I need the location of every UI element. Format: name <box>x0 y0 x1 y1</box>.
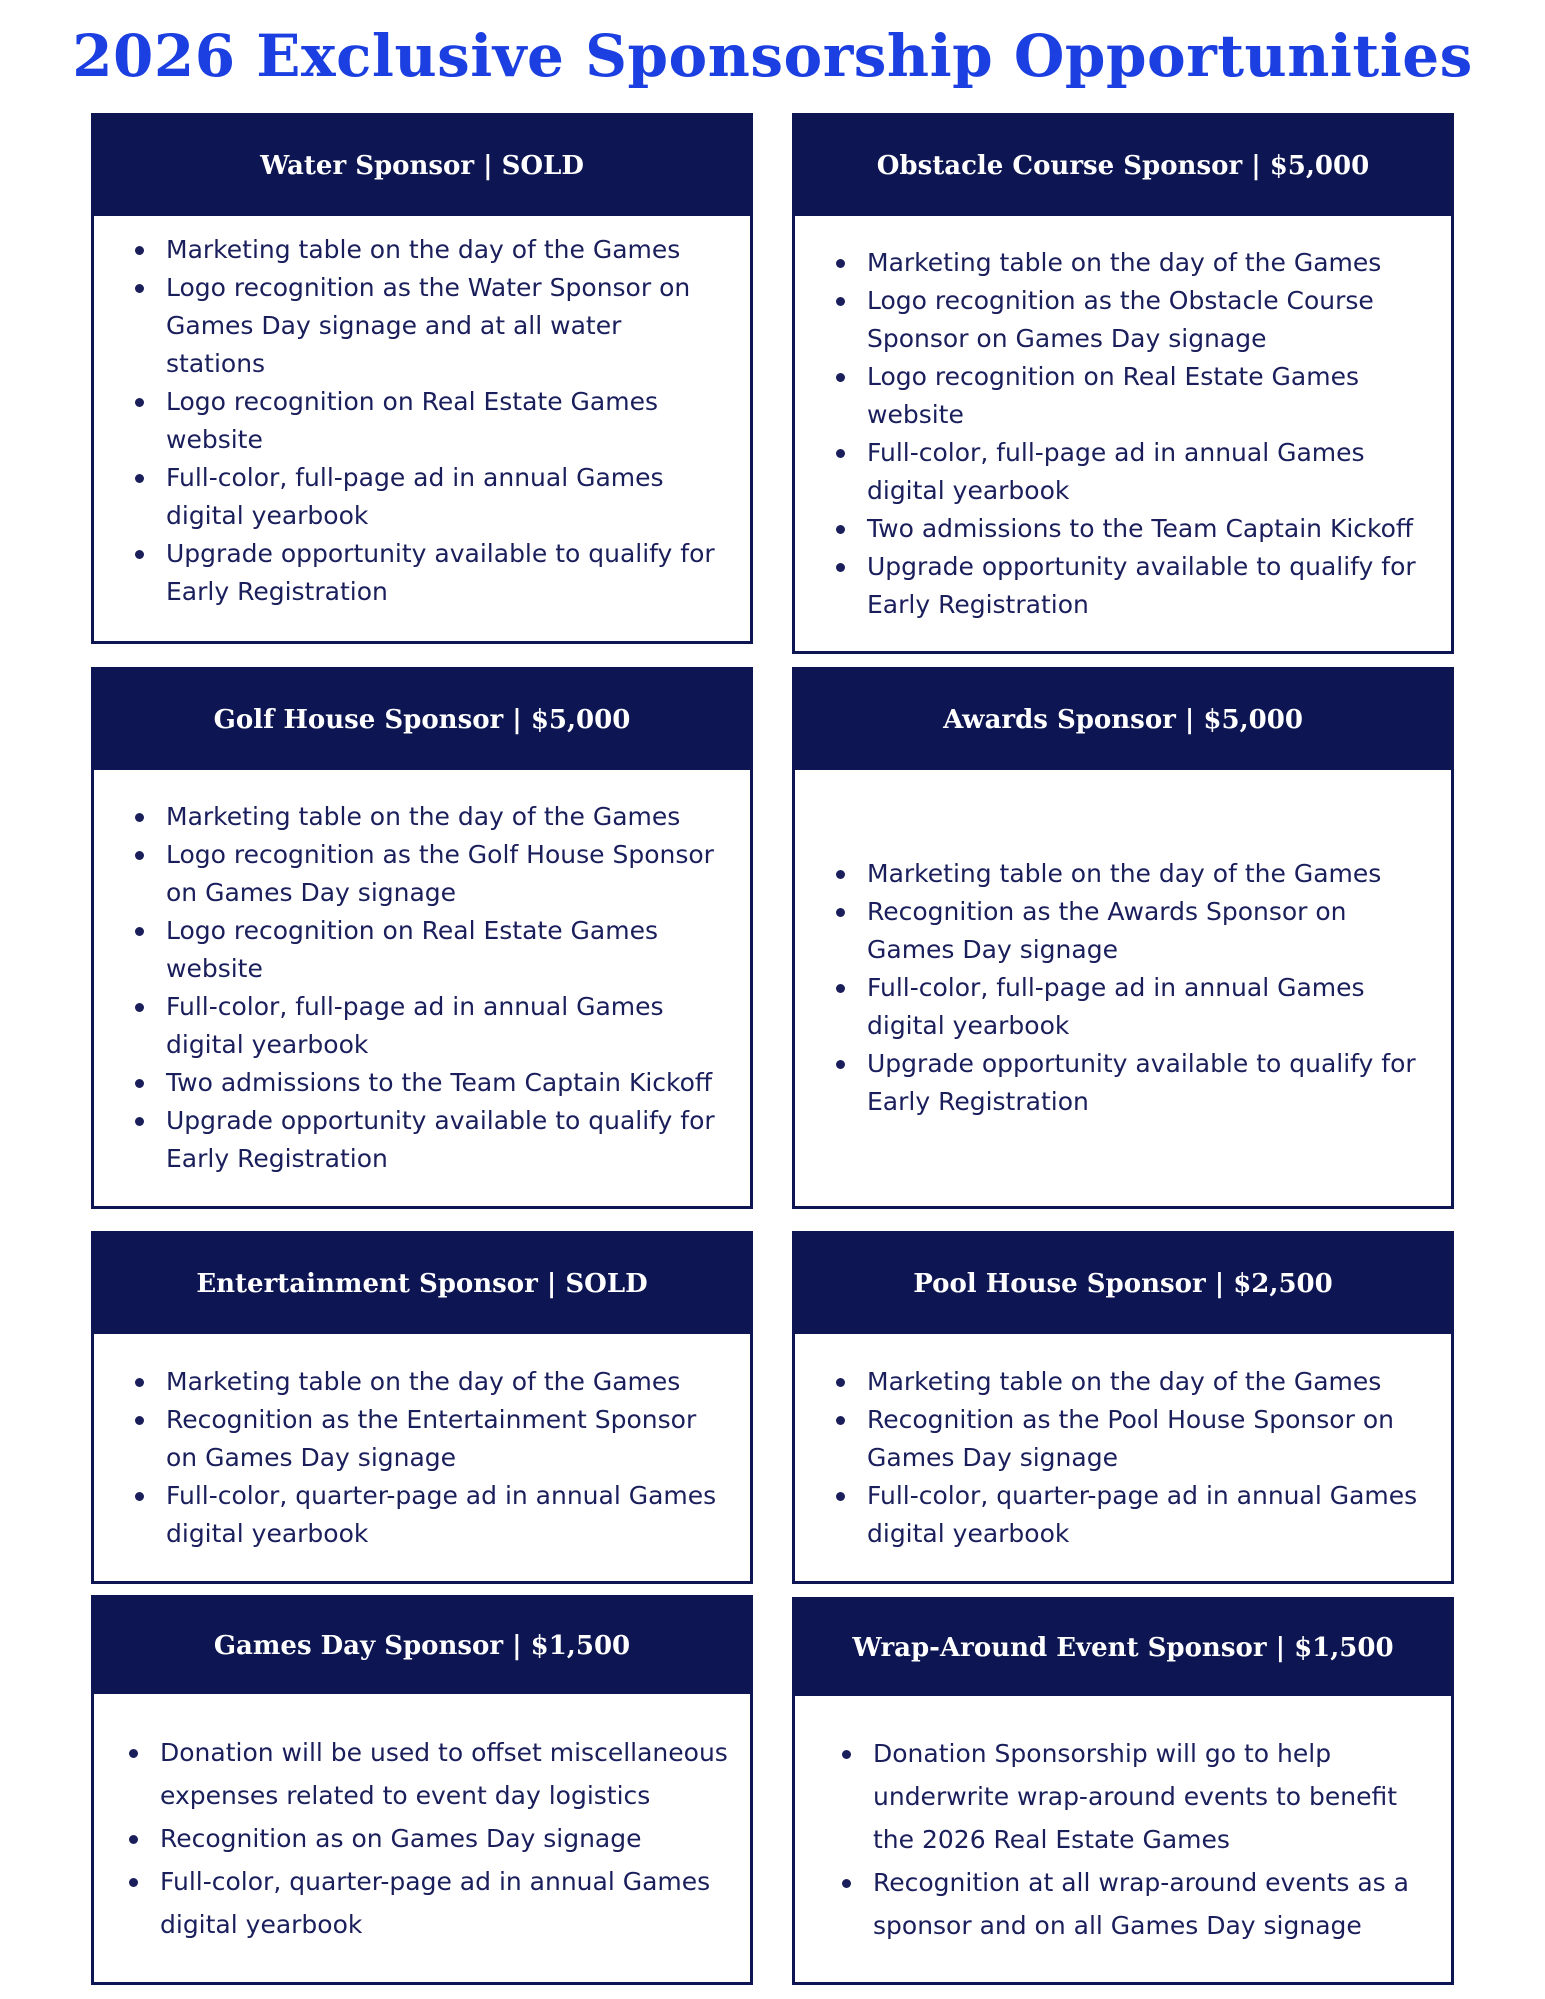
benefit-item: Marketing table on the day of the Games <box>833 244 1429 282</box>
benefit-item: Full-color, quarter-page ad in annual Games digital yearbook <box>132 1477 728 1553</box>
benefit-item: Marketing table on the day of the Games <box>132 231 728 269</box>
card-title: Obstacle Course Sponsor | $5,000 <box>876 151 1370 181</box>
benefit-item: Recognition as the Entertainment Sponsor on Games Day signage <box>132 1401 728 1477</box>
benefit-list <box>833 855 1429 1121</box>
sponsor-card-golf-house <box>91 667 753 1209</box>
benefit-item: Marketing table on the day of the Games <box>132 798 728 836</box>
benefit-item: Recognition as on Games Day signage <box>126 1817 728 1860</box>
card-header <box>795 1600 1451 1696</box>
benefit-item: Logo recognition on Real Estate Games website <box>132 383 728 459</box>
card-title: Entertainment Sponsor | SOLD <box>196 1269 648 1299</box>
card-title: Awards Sponsor | $5,000 <box>943 705 1303 735</box>
benefit-item: Logo recognition as the Water Sponsor on Games Day signage and at all water stations <box>132 269 728 383</box>
card-header <box>795 116 1451 216</box>
benefit-list <box>839 1732 1429 1947</box>
benefit-item: Full-color, full-page ad in annual Games digital yearbook <box>833 969 1429 1045</box>
benefit-list <box>126 1731 728 1946</box>
benefit-list <box>132 1363 728 1553</box>
benefit-item: Recognition as the Awards Sponsor on Games Day signage <box>833 893 1429 969</box>
card-body <box>94 1694 750 1982</box>
card-body <box>795 1334 1451 1581</box>
card-header <box>94 1598 750 1694</box>
benefit-item: Two admissions to the Team Captain Kickoff <box>132 1064 728 1102</box>
card-body <box>795 216 1451 651</box>
benefit-list <box>132 798 728 1178</box>
benefit-item: Donation will be used to offset miscellaneous expenses related to event day logistics <box>126 1731 728 1817</box>
benefit-item: Recognition at all wrap-around events as a sponsor and on all Games Day signage <box>839 1861 1429 1947</box>
card-header <box>94 670 750 770</box>
benefit-item: Upgrade opportunity available to qualify for Early Registration <box>132 535 728 611</box>
benefit-item: Full-color, full-page ad in annual Games digital yearbook <box>132 459 728 535</box>
card-title: Water Sponsor | SOLD <box>260 151 584 181</box>
benefit-item: Upgrade opportunity available to qualify for Early Registration <box>132 1102 728 1178</box>
card-header <box>94 1234 750 1334</box>
benefit-item: Upgrade opportunity available to qualify for Early Registration <box>833 1045 1429 1121</box>
sponsor-card-wrap-around-event <box>792 1597 1454 1985</box>
benefit-item: Full-color, quarter-page ad in annual Games digital yearbook <box>126 1860 728 1946</box>
benefit-item: Logo recognition on Real Estate Games website <box>132 912 728 988</box>
benefit-item: Full-color, quarter-page ad in annual Games digital yearbook <box>833 1477 1429 1553</box>
sponsor-card-games-day <box>91 1595 753 1985</box>
card-title: Wrap-Around Event Sponsor | $1,500 <box>852 1633 1394 1663</box>
card-header <box>795 670 1451 770</box>
card-body <box>94 1334 750 1581</box>
benefit-item: Logo recognition as the Golf House Sponsor on Games Day signage <box>132 836 728 912</box>
sponsor-card-awards <box>792 667 1454 1209</box>
card-header <box>94 116 750 216</box>
benefit-list <box>132 231 728 611</box>
benefit-item: Full-color, full-page ad in annual Games digital yearbook <box>132 988 728 1064</box>
benefit-item: Logo recognition on Real Estate Games website <box>833 358 1429 434</box>
card-body <box>795 770 1451 1206</box>
benefit-list <box>833 1363 1429 1553</box>
card-header <box>795 1234 1451 1334</box>
sponsor-card-water <box>91 113 753 644</box>
benefit-item: Marketing table on the day of the Games <box>132 1363 728 1401</box>
sponsor-card-obstacle-course <box>792 113 1454 654</box>
benefit-item: Donation Sponsorship will go to help underwrite wrap-around events to benefit the 2026 Real Estate Games <box>839 1732 1429 1861</box>
benefit-item: Recognition as the Pool House Sponsor on Games Day signage <box>833 1401 1429 1477</box>
card-body <box>94 770 750 1206</box>
benefit-list <box>833 244 1429 624</box>
page-title: 2026 Exclusive Sponsorship Opportunities <box>72 22 1473 90</box>
benefit-item: Upgrade opportunity available to qualify for Early Registration <box>833 548 1429 624</box>
benefit-item: Marketing table on the day of the Games <box>833 1363 1429 1401</box>
card-body <box>795 1696 1451 1982</box>
sponsor-card-pool-house <box>792 1231 1454 1584</box>
card-body <box>94 216 750 641</box>
card-title: Games Day Sponsor | $1,500 <box>213 1631 631 1661</box>
benefit-item: Marketing table on the day of the Games <box>833 855 1429 893</box>
card-title: Golf House Sponsor | $5,000 <box>213 705 631 735</box>
benefit-item: Full-color, full-page ad in annual Games digital yearbook <box>833 434 1429 510</box>
benefit-item: Two admissions to the Team Captain Kickoff <box>833 510 1429 548</box>
sponsor-card-entertainment <box>91 1231 753 1584</box>
benefit-item: Logo recognition as the Obstacle Course Sponsor on Games Day signage <box>833 282 1429 358</box>
card-title: Pool House Sponsor | $2,500 <box>913 1269 1333 1299</box>
